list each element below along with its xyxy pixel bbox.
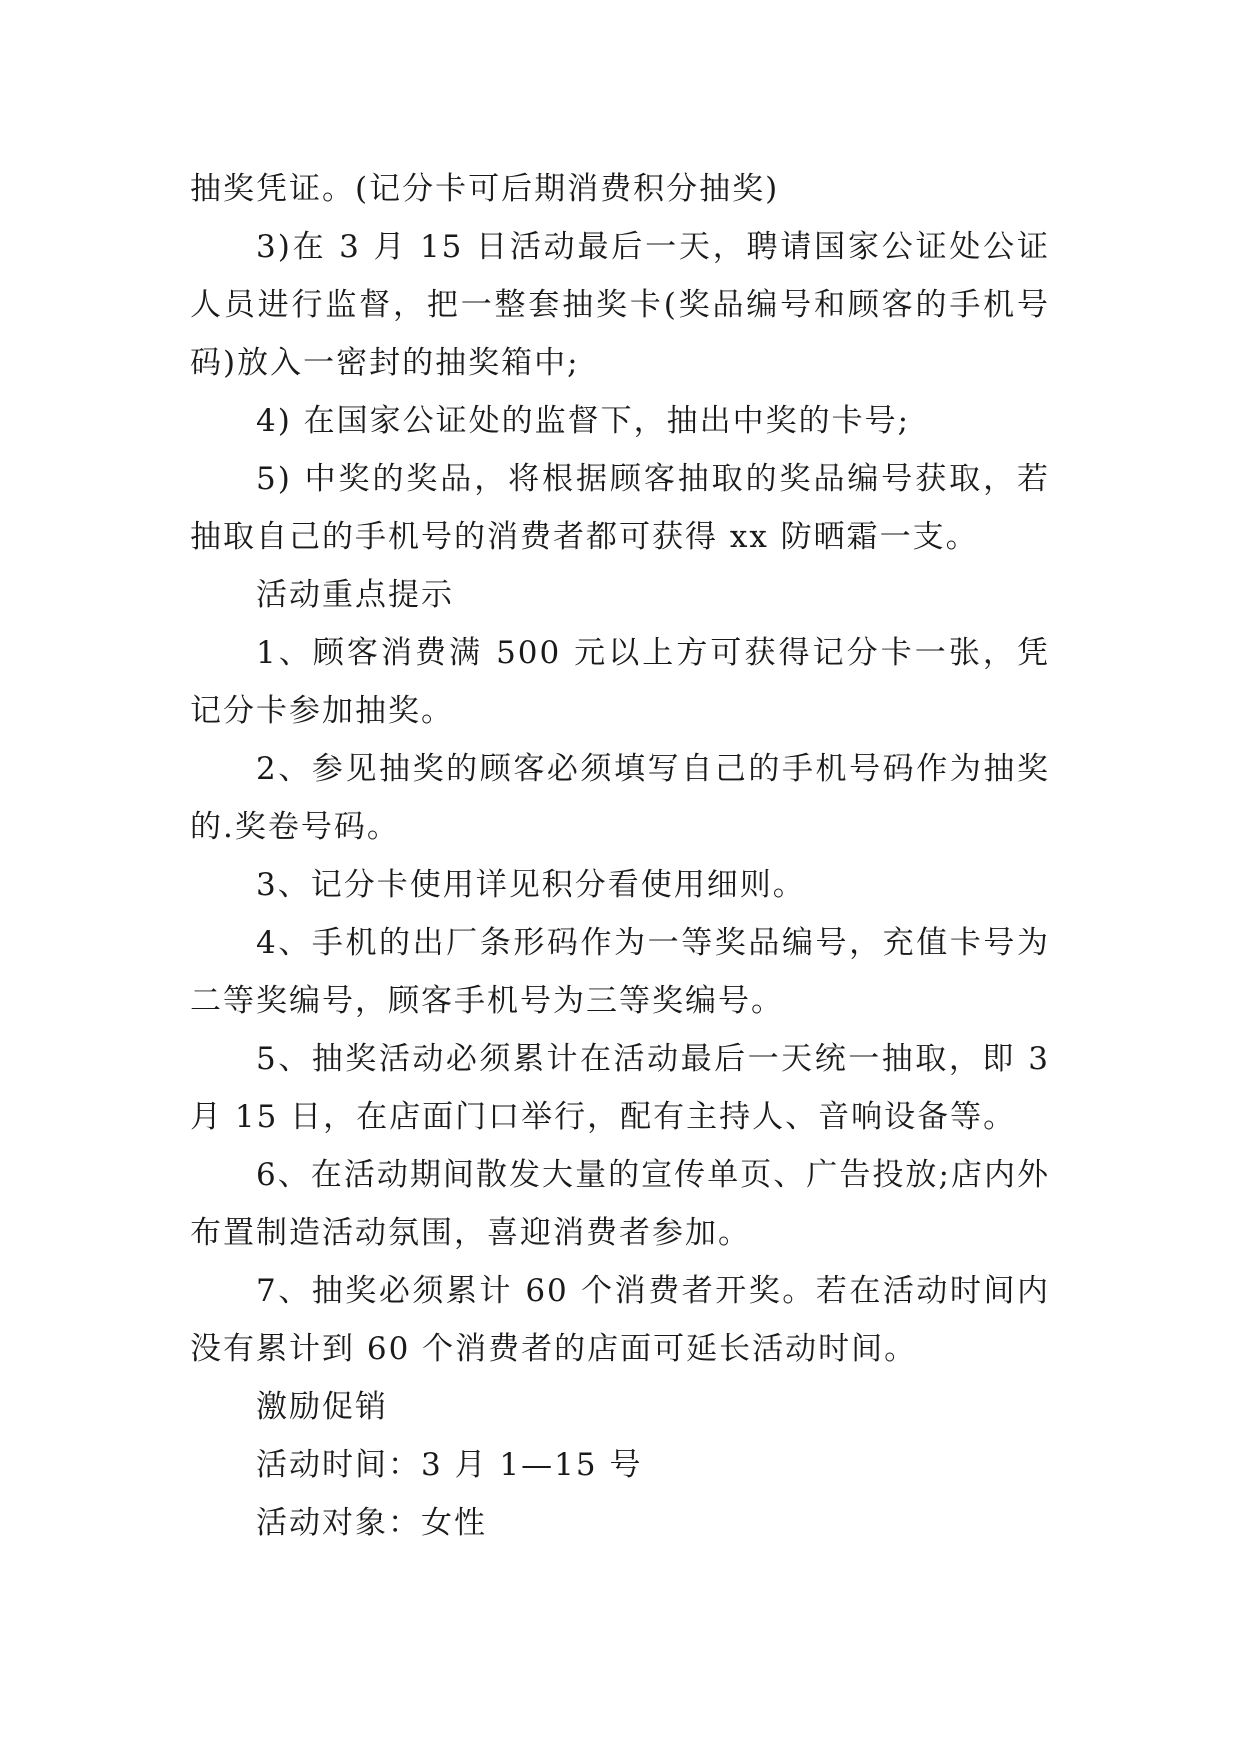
section-heading-incentive-promotion: 激励促销 bbox=[256, 1389, 388, 1425]
paragraph-step-3: 3)在 3 月 15 日活动最后一天，聘请国家公证处公证人员进行监督，把一整套抽奖卡(奖品编号和顾客的手机号码)放入一密封的抽奖箱中; bbox=[190, 229, 1050, 381]
section-heading-key-tips: 活动重点提示 bbox=[256, 577, 454, 613]
paragraph-tip-2: 2、参见抽奖的顾客必须填写自己的手机号码作为抽奖的.奖卷号码。 bbox=[190, 751, 1050, 845]
paragraph-tip-1: 1、顾客消费满 500 元以上方可获得记分卡一张，凭记分卡参加抽奖。 bbox=[190, 635, 1050, 729]
paragraph-tip-6: 6、在活动期间散发大量的宣传单页、广告投放;店内外布置制造活动氛围，喜迎消费者参加。 bbox=[190, 1157, 1050, 1251]
paragraph-activity-time: 活动时间：3 月 1—15 号 bbox=[256, 1447, 643, 1483]
paragraph-tip-4: 4、手机的出厂条形码作为一等奖品编号，充值卡号为二等奖编号，顾客手机号为三等奖编号。 bbox=[190, 925, 1050, 1019]
paragraph-activity-target: 活动对象：女性 bbox=[256, 1505, 487, 1541]
paragraph-step-5: 5) 中奖的奖品，将根据顾客抽取的奖品编号获取，若抽取自己的手机号的消费者都可获得 xx 防晒霜一支。 bbox=[190, 461, 1050, 555]
paragraph-tip-5: 5、抽奖活动必须累计在活动最后一天统一抽取，即 3 月 15 日，在店面门口举行，配有主持人、音响设备等。 bbox=[190, 1041, 1050, 1135]
paragraph-tip-7: 7、抽奖必须累计 60 个消费者开奖。若在活动时间内没有累计到 60 个消费者的店面可延长活动时间。 bbox=[190, 1273, 1050, 1367]
paragraph-tip-3: 3、记分卡使用详见积分看使用细则。 bbox=[256, 867, 806, 903]
paragraph-step-4: 4) 在国家公证处的监督下，抽出中奖的卡号; bbox=[256, 403, 911, 439]
document-body bbox=[190, 160, 1050, 1552]
paragraph-lottery-voucher: 抽奖凭证。(记分卡可后期消费积分抽奖) bbox=[190, 171, 780, 207]
